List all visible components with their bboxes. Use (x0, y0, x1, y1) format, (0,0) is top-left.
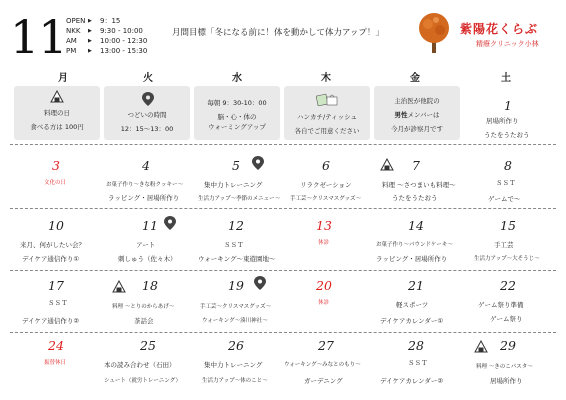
map-pin-icon (142, 92, 154, 106)
day-number: 29 (500, 338, 516, 353)
month-number: 11 (10, 10, 67, 64)
day-number: 3 (52, 158, 60, 173)
holiday-label: 振替休日 (44, 360, 67, 366)
weekday-wed: 水 (232, 73, 242, 84)
rice-ball-icon (380, 158, 394, 171)
day-number: 8 (504, 158, 512, 173)
day-number: 28 (408, 338, 424, 353)
event-1: 手工芸 (494, 241, 514, 249)
triangle-icon: ▶ (88, 28, 92, 34)
info-line: 料理の日 (44, 109, 70, 117)
hours-code: AM (66, 37, 77, 45)
rice-ball-icon (112, 280, 126, 293)
monthly-goal: 月間目標「冬になる前に！体を動かして体力アップ！」 (172, 28, 384, 38)
info-line-male (374, 110, 460, 119)
map-pin-icon (164, 216, 176, 230)
weekday-thu: 木 (321, 73, 331, 84)
day-number: 26 (228, 338, 244, 353)
day-number: 15 (500, 218, 516, 233)
info-line: つどいの時間 (127, 111, 167, 119)
triangle-icon: ▶ (88, 18, 92, 24)
day-number: 13 (316, 218, 332, 233)
info-line: 今月が診察月です (391, 125, 443, 133)
day-number: 1 (504, 98, 512, 113)
triangle-icon: ▶ (88, 48, 92, 54)
hours-code: PM (66, 47, 77, 55)
event-1: 来月、何がしたい会？ (20, 241, 85, 249)
event-1: 料理 ～きのこパスタ～ (476, 364, 533, 370)
event-2: シュート（就労トレーニング） (104, 378, 181, 384)
info-line: 主治医が他院の (394, 97, 440, 105)
event-2: 手工芸～クリスマスグッズ～ (290, 196, 362, 202)
info-box-mon (14, 86, 100, 140)
event-2: ウォーキング～東遊園地～ (198, 255, 276, 263)
info-line: 食べる方は 100円 (30, 123, 84, 131)
event-2: 居場所作り (490, 377, 523, 385)
rice-ball-icon (50, 90, 64, 103)
info-highlight: 男性 (394, 111, 408, 119)
event-1: ＳＳＴ (408, 359, 428, 367)
org-name: 紫陽花くらぶ (460, 22, 539, 36)
day-number: 24 (48, 338, 64, 353)
info-line: 各自でご用意ください (294, 127, 360, 135)
info-box-tue (104, 86, 190, 140)
event-1: 集中力トレーニング (204, 361, 263, 369)
event-2: 生活力アップ～季節のメニュー～ (198, 196, 281, 202)
event-2: ラッピング・居場所作り (108, 194, 180, 202)
event-2: 生活力アップ～大そうじ～ (474, 256, 540, 262)
closed-label: 休診 (318, 300, 330, 306)
day-number: 11 (142, 218, 158, 233)
day-number: 25 (140, 338, 156, 353)
info-line: ハンカチ/ティッシュ (296, 113, 358, 121)
event-2: ゲーム祭り (490, 315, 523, 323)
info-line: 脳・心・体の (217, 113, 257, 121)
org-subtitle: 精療クリニック小林 (476, 40, 539, 48)
day-number: 17 (48, 278, 64, 293)
event-1: 料理 ～とりのからあげ～ (112, 304, 175, 310)
day-number: 6 (322, 158, 330, 173)
hours-time: 10:00 - 12:30 (100, 37, 148, 45)
holiday-label: 文化の日 (44, 180, 67, 186)
day-number: 12 (228, 218, 244, 233)
event-1: 手工芸～クリスマスグッズ～ (200, 304, 272, 310)
rice-ball-icon (474, 340, 488, 353)
day-number: 7 (412, 158, 420, 173)
row-divider (10, 208, 556, 209)
weekday-fri: 金 (410, 73, 420, 84)
weekday-tue: 火 (143, 73, 153, 84)
event-2: うたをうたおう (392, 194, 438, 202)
event-2: ガーデニング (304, 377, 343, 385)
row-divider (10, 270, 556, 271)
row-divider (10, 332, 556, 333)
event-2: ウォーキング～湊川神社～ (202, 318, 268, 324)
info-box-wed (194, 86, 280, 140)
event-2: デイケアカレンダー① (380, 317, 444, 325)
event-1: ゲーム祭り準備 (478, 301, 524, 309)
day-number: 27 (318, 338, 334, 353)
handkerchief-tissue-icon (316, 92, 338, 106)
triangle-icon: ▶ (88, 38, 92, 44)
info-line: 12：15～13：00 (120, 125, 174, 133)
event-2: デイケア通信作り② (22, 317, 80, 325)
event-2: うたをうたおう (484, 131, 530, 139)
hours-time: 9:30 - 10:00 (100, 27, 143, 35)
event-1: ウォーキング～みなとのもり～ (284, 362, 361, 368)
row-divider (10, 144, 556, 145)
info-line: メンバーは (407, 111, 440, 119)
opening-hours (66, 16, 147, 56)
hours-code: NKK (66, 27, 81, 35)
day-number: 20 (316, 278, 332, 293)
weekday-sat: 土 (501, 73, 511, 84)
hours-code: OPEN (66, 17, 86, 25)
day-number: 21 (408, 278, 424, 293)
event-1: ＳＳＴ (224, 241, 244, 249)
closed-label: 休診 (318, 240, 330, 246)
event-1: アート (136, 241, 156, 249)
event-1: 本の読み合わせ（石田） (104, 361, 176, 369)
event-1: ＳＳＴ (496, 179, 516, 187)
event-2: デイケアカレンダー② (380, 377, 444, 385)
autumn-tree-icon (416, 12, 452, 54)
map-pin-icon (254, 276, 266, 290)
event-1: リラクゼーション (300, 181, 352, 189)
day-number: 19 (228, 278, 244, 293)
event-1: お菓子作り～パウンドケーキ～ (376, 242, 453, 248)
event-1: 料理 ～さつまいも料理～ (382, 181, 456, 189)
event-1: 集中力トレーニング (204, 181, 263, 189)
day-number: 10 (48, 218, 64, 233)
info-box-thu (284, 86, 370, 140)
info-line: ウォーミングアップ (208, 123, 266, 131)
event-1: ＳＳＴ (48, 299, 68, 307)
hours-time: 13:00 - 15:30 (100, 47, 148, 55)
info-box-fri (374, 86, 460, 140)
event-2: 茶話会 (134, 317, 154, 325)
event-2: ゲームで～ (488, 195, 521, 203)
hours-time: 9：15 (100, 17, 121, 25)
event-1: 居場所作り (486, 117, 519, 125)
day-number: 22 (500, 278, 516, 293)
event-2: ラッピング・居場所作り (376, 255, 448, 263)
day-number: 4 (142, 158, 150, 173)
weekday-mon: 月 (58, 73, 68, 84)
info-line: 毎朝 9：30-10：00 (207, 99, 267, 107)
event-1: お菓子作り～きな粉クッキー～ (106, 182, 184, 188)
event-2: 生活力アップ～体のこと～ (202, 378, 268, 384)
day-number: 18 (142, 278, 158, 293)
organization-logo (460, 20, 539, 49)
event-2: デイケア通信作り① (22, 255, 80, 263)
event-2: 刺しゅう（佐々木） (118, 255, 177, 263)
event-1: 軽スポーツ (396, 301, 429, 309)
day-number: 14 (408, 218, 424, 233)
map-pin-icon (252, 156, 264, 170)
day-number: 5 (232, 158, 240, 173)
